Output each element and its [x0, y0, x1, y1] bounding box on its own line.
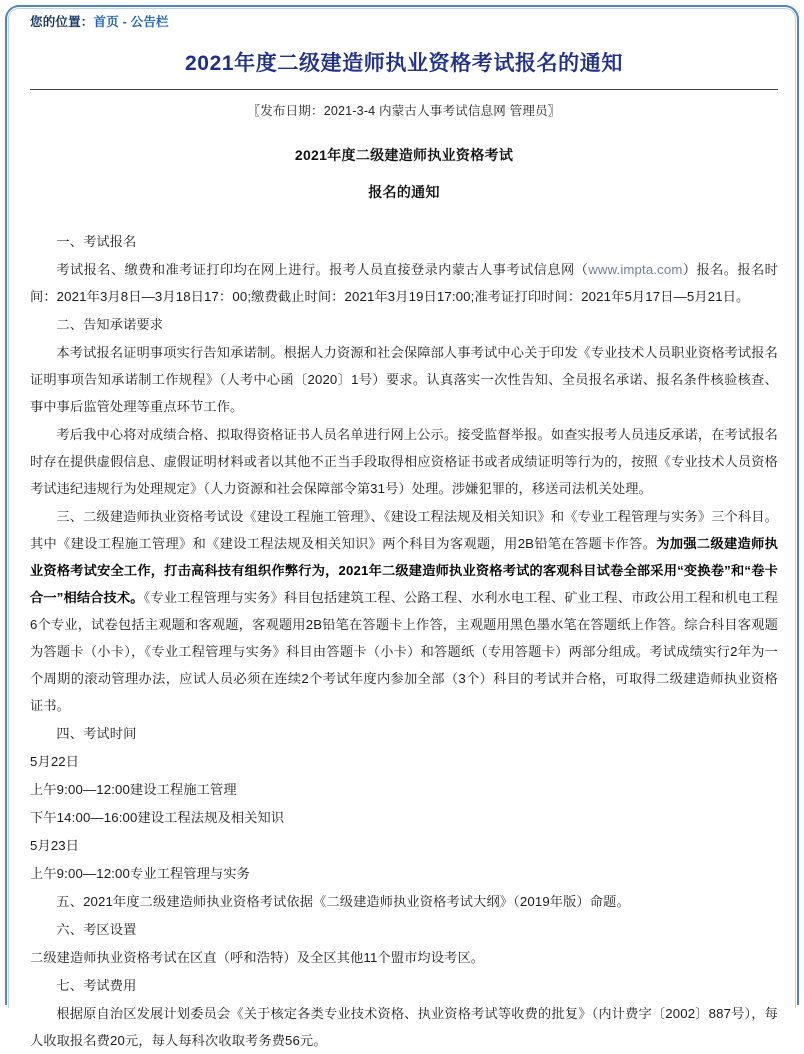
- section-7-paragraph: 根据原自治区发展计划委员会《关于核定各类专业技术资格、执业资格考试等收费的批复》（内计费字〔2002〕887号），每人收取报名费20元，每人每科次收取考务费56元。: [30, 1006, 778, 1049]
- section-4-schedule-item-2: 下午14:00—16:00建设工程法规及相关知识: [30, 810, 285, 826]
- document-heading-line-1: 2021年度二级建造师执业资格考试: [294, 147, 514, 164]
- section-2-paragraph-2: 考后我中心将对成绩合格、拟取得资格证书人员名单进行网上公示。接受监督举报。如查实报考人员违反承诺，在考试报名时存在提供虚假信息、虚假证明材料或者以其他不正当手段取得相应资格证书或者成绩证明等行为的，按照《专业技术人员资格考试违纪违规行为处理规定》（人力资源和社会保障部令第31号）处理。涉嫌犯罪的，移送司法机关处理。: [30, 427, 778, 497]
- breadcrumb-path-link[interactable]: 首页 - 公告栏: [93, 15, 169, 29]
- section-6-heading: 六、考区设置: [56, 922, 137, 938]
- breadcrumb: [30, 0, 778, 30]
- section-4-schedule-item-3: 上午9:00—12:00专业工程管理与实务: [30, 866, 251, 882]
- section-3-paragraph: [30, 503, 778, 719]
- section-4-date-2: 5月23日: [30, 838, 80, 854]
- section-4-heading: 四、考试时间: [56, 726, 137, 742]
- section-2-heading: 二、告知承诺要求: [56, 317, 164, 333]
- section-1-text-a: 考试报名、缴费和准考证打印均在网上进行。报考人员直接登录内蒙古人事考试信息网（: [56, 262, 589, 278]
- section-2-paragraph-1: 本考试报名证明事项实行告知承诺制。根据人力资源和社会保障部人事考试中心关于印发《专业技术人员职业资格考试报名证明事项告知承诺制工作规程》（人考中心函〔2020〕1号）要求。认真落实一次性告知、全员报名承诺、报名条件核验核查、事中事后监管处理等重点环节工作。: [30, 345, 778, 415]
- title-divider: [30, 89, 778, 90]
- section-1-text-b: ）报名。报名时间：2021年3月8日—3月18日17：00;缴费截止时间：2021年3月19日17:00;准考证打印时间：2021年5月17日—5月21日。: [30, 262, 778, 305]
- publish-info: 〖发布日期：2021-3-4 内蒙古人事考试信息网 管理员〗: [247, 104, 561, 119]
- section-1-heading: 一、考试报名: [56, 234, 137, 250]
- page-title: 2021年度二级建造师执业资格考试报名的通知: [185, 52, 623, 75]
- section-3-emphasis: 为加强二级建造师执业资格考试安全工作，打击高科技有组织作弊行为，2021年二级建造师执业资格考试的客观科目试卷全部采用“变换卷”和“卷卡合一”相结合技术。: [30, 536, 778, 606]
- section-4-date-1: 5月22日: [30, 754, 80, 770]
- section-6-paragraph: 二级建造师执业资格考试在区直（呼和浩特）及全区其他11个盟市均设考区。: [30, 950, 485, 966]
- section-7-heading: 七、考试费用: [56, 978, 137, 994]
- document-body: [30, 228, 778, 1054]
- document-heading-line-2: 报名的通知: [368, 184, 440, 201]
- section-5-paragraph: 五、2021年度二级建造师执业资格考试依据《二级建造师执业资格考试大纲》（2019年版）命题。: [56, 894, 630, 910]
- section-4-schedule-item-1: 上午9:00—12:00建设工程施工管理: [30, 782, 237, 798]
- section-3-text-part-1: 三、二级建造师执业资格考试设《建设工程施工管理》、《建设工程法规及相关知识》和《专业工程管理与实务》三个科目。其中《建设工程施工管理》和《建设工程法规及相关知识》两个科目为客观题，用2B铅笔在答题卡作答。: [30, 509, 778, 552]
- impta-website-link[interactable]: www.impta.com: [588, 262, 683, 278]
- section-3-text-part-2: 《专业工程管理与实务》科目包括建筑工程、公路工程、水利水电工程、矿业工程、市政公用工程和机电工程6个专业，试卷包括主观题和客观题，客观题用2B铅笔在答题卡上作答，主观题用黑色墨水笔在答题纸上作答。综合科目客观题为答题卡（小卡），《专业工程管理与实务》科目由答题卡（小卡）和答题纸（专用答题卡）两部分组成。考试成绩实行2年为一个周期的滚动管理办法，应试人员必须在连续2个考试年度内参加全部（3个）科目的考试并合格，可取得二级建造师执业资格证书。: [30, 590, 778, 714]
- section-1-paragraph: [30, 256, 778, 310]
- breadcrumb-label: 您的位置：: [30, 15, 94, 29]
